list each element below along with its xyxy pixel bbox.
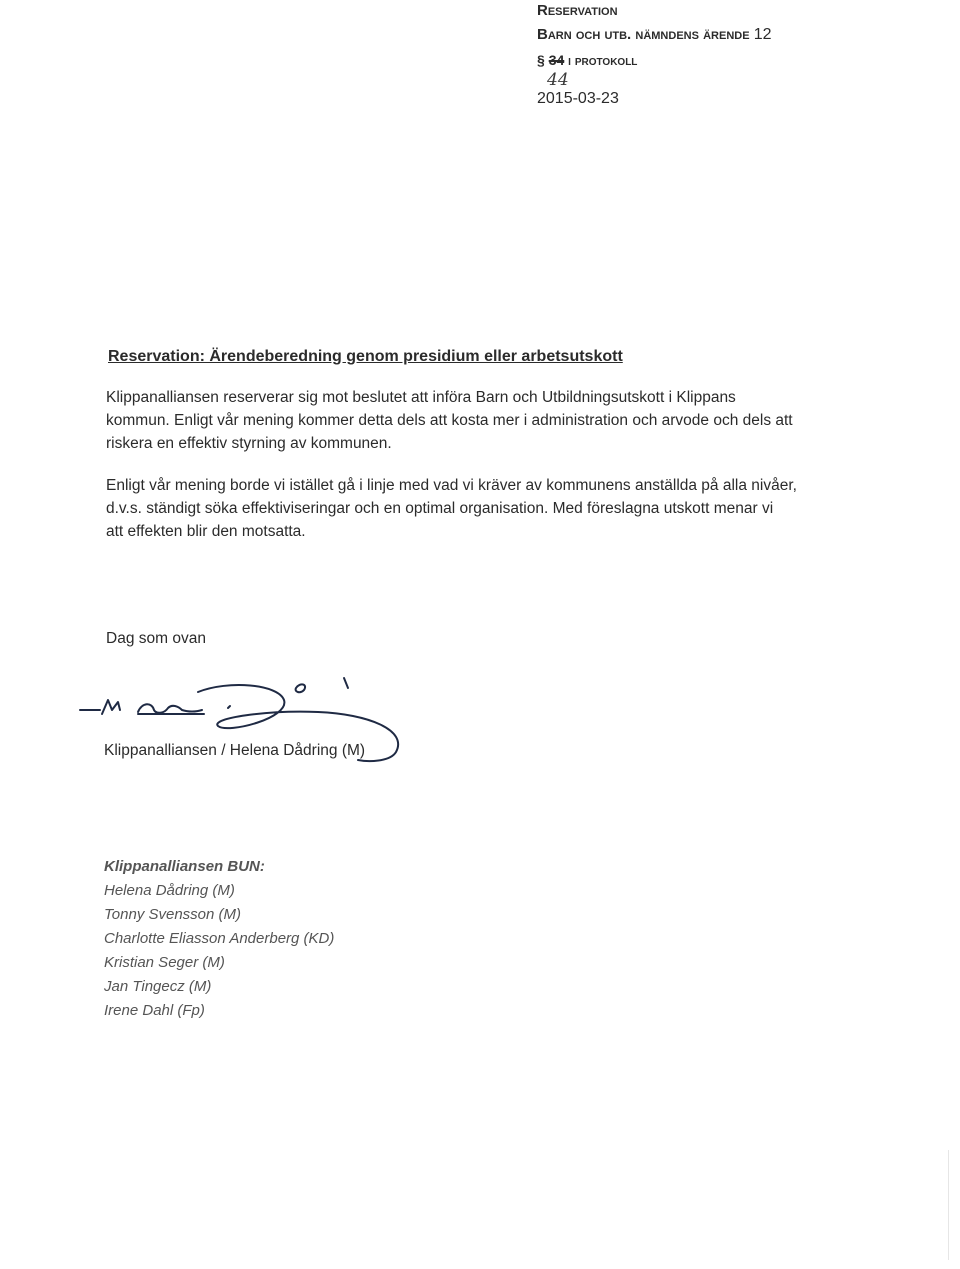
header-protocol <box>537 52 637 68</box>
paragraph-2-line: att effekten blir den motsatta. <box>106 523 306 540</box>
members-list <box>104 855 334 1023</box>
scan-edge-mark <box>948 1150 949 1260</box>
document-date: 2015-03-23 <box>537 90 619 107</box>
paragraph-1 <box>106 386 856 455</box>
header-case-number: 12 <box>753 26 772 43</box>
paragraph-1-line: riskera en effektiv styrning av kommunen. <box>106 435 392 452</box>
protocol-label: i protokoll <box>568 52 638 68</box>
member-item: Charlotte Eliasson Anderberg (KD) <box>104 930 335 947</box>
struck-section-number: 34 <box>548 52 565 68</box>
member-item: Irene Dahl (Fp) <box>104 1002 205 1019</box>
section-sign: § <box>537 52 545 68</box>
member-item: Tonny Svensson (M) <box>104 906 242 923</box>
members-title: Klippanalliansen BUN: <box>104 858 265 875</box>
paragraph-1-line: Klippanalliansen reserverar sig mot beslutet att införa Barn och Utbildningsutskott i Klippans <box>106 389 736 406</box>
member-item: Kristian Seger (M) <box>104 954 225 971</box>
header-case <box>537 26 772 44</box>
paragraph-1-line: kommun. Enligt vår mening kommer detta dels att kosta mer i administration och arvode och dels att <box>106 412 793 429</box>
handwritten-section-number: 44 <box>547 70 569 90</box>
paragraph-2-line: d.v.s. ständigt söka effektiviseringar och en optimal organisation. Med föreslagna utskott menar vi <box>106 500 774 517</box>
header-reservation: Reservation <box>537 2 618 19</box>
signer-name: Klippanalliansen / Helena Dådring (M) <box>104 742 366 759</box>
paragraph-2 <box>106 474 856 543</box>
header-case-text: Barn och utb. nämndens ärende <box>537 26 750 43</box>
member-item: Helena Dådring (M) <box>104 882 235 899</box>
member-item: Jan Tingecz (M) <box>104 978 212 995</box>
paragraph-2-line: Enligt vår mening borde vi istället gå i linje med vad vi kräver av kommunens anställda på alla nivåer, <box>106 477 797 494</box>
closing-text: Dag som ovan <box>106 630 206 647</box>
document-heading: Reservation: Ärendeberedning genom presidium eller arbetsutskott <box>108 348 623 365</box>
